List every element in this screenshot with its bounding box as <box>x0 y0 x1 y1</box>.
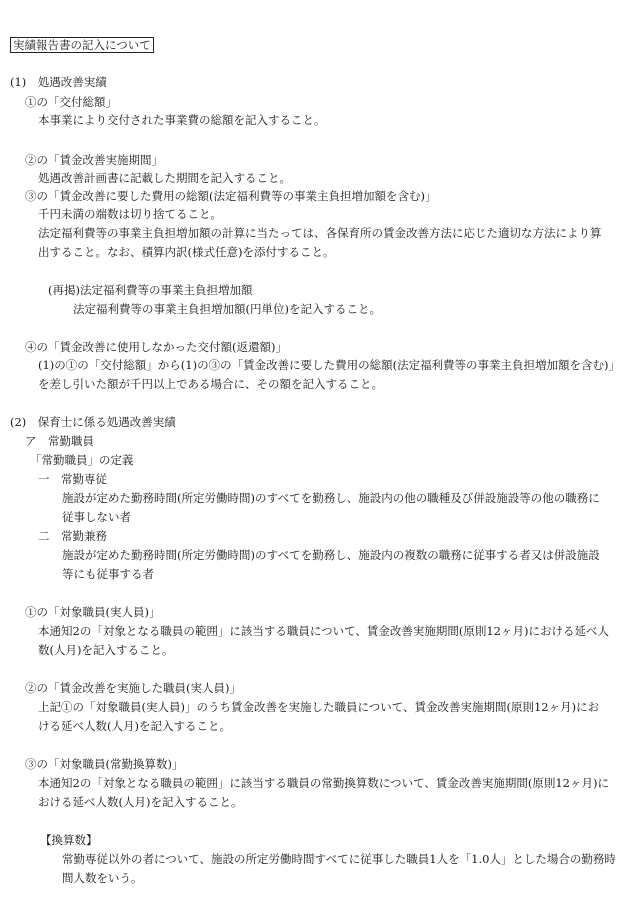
item-j1-label: ①の「対象職員(実人員)」 <box>25 605 161 619</box>
section-2-heading: (2) 保育士に係る処遇改善実績 <box>10 415 176 429</box>
item-3-text-2: 法定福利費等の事業主負担増加額の計算に当たっては、各保育所の賃金改善方法に応じた適切な方法により算 <box>38 226 602 240</box>
item-j3-text-2: おける延べ人数(人月)を記入すること。 <box>38 795 243 809</box>
item-j1-text-1: 本通知2の「対象となる職員の範囲」に該当する職員について、賃金改善実施期間(原則12ヶ月)における延べ人 <box>38 624 609 638</box>
calc-label: 【換算数】 <box>40 833 98 847</box>
item-2-text: 処遇改善計画書に記載した期間を記入すること。 <box>38 171 291 185</box>
item-j2-label: ②の「賃金改善を実施した職員(実人員)」 <box>25 681 241 695</box>
definition-2-text-2: 等にも従事する者 <box>62 567 154 581</box>
definition-1-text-1: 施設が定めた勤務時間(所定労働時間)のすべてを勤務し、施設内の他の職種及び併設施設等の他の職務に <box>62 491 600 505</box>
item-4-text-2: を差し引いた額が千円以上である場合に、その額を記入すること。 <box>38 377 383 391</box>
item-j3-text-1: 本通知2の「対象となる職員の範囲」に該当する職員の常勤換算数について、賃金改善実施期間(原則12ヶ月)に <box>38 776 609 790</box>
sub-item-label: (再掲)法定福利費等の事業主負担増加額 <box>48 283 253 297</box>
definition-2-label: 二 常勤兼務 <box>38 529 107 543</box>
page-title: 実績報告書の記入について <box>10 37 154 53</box>
definition-2-text-1: 施設が定めた勤務時間(所定労働時間)のすべてを勤務し、施設内の複数の職務に従事する者又は併設施設 <box>62 548 600 562</box>
item-j2-text-1: 上記①の「対象職員(実人員)」のうち賃金改善を実施した職員について、賃金改善実施期間(原則12ヶ月)にお <box>38 700 600 714</box>
item-j2-text-2: ける延べ人数(人月)を記入すること。 <box>38 719 231 733</box>
item-1-text: 本事業により交付された事業費の総額を記入すること。 <box>38 113 326 127</box>
item-2-label: ②の「賃金改善実施期間」 <box>25 153 163 167</box>
definition-1-label: 一 常勤専従 <box>38 472 107 486</box>
sub-item-text: 法定福利費等の事業主負担増加額(円単位)を記入すること。 <box>73 302 381 316</box>
calc-text-2: 間人数をいう。 <box>62 871 143 885</box>
definition-1-text-2: 従事しない者 <box>62 510 131 524</box>
item-j3-label: ③の「対象職員(常勤換算数)」 <box>25 757 184 771</box>
item-j1-text-2: 数(人月)を記入すること。 <box>38 643 174 657</box>
item-3-text-3: 出すること。なお、積算内訳(様式任意)を添付すること。 <box>38 245 335 259</box>
subsection-a-label: ア 常勤職員 <box>25 434 94 448</box>
calc-text-1: 常勤専従以外の者について、施設の所定労働時間すべてに従事した職員1人を「1.0人」とした場合の勤務時 <box>62 852 616 866</box>
item-4-label: ④の「賃金改善に使用しなかった交付額(返還額)」 <box>25 340 287 354</box>
item-1-label: ①の「交付総額」 <box>25 95 117 109</box>
item-3-label: ③の「賃金改善に要した費用の総額(法定福利費等の事業主負担増加額を含む)」 <box>25 189 437 203</box>
item-4-text-1: (1)の①の「交付総額」から(1)の③の「賃金改善に要した費用の総額(法定福利費等の事業主負担増加額を含む)」 <box>38 358 621 372</box>
section-1-heading: (1) 処遇改善実績 <box>10 75 107 89</box>
item-3-text-1: 千円未満の端数は切り捨てること。 <box>38 207 222 221</box>
definition-label: 「常勤職員」の定義 <box>30 453 134 467</box>
